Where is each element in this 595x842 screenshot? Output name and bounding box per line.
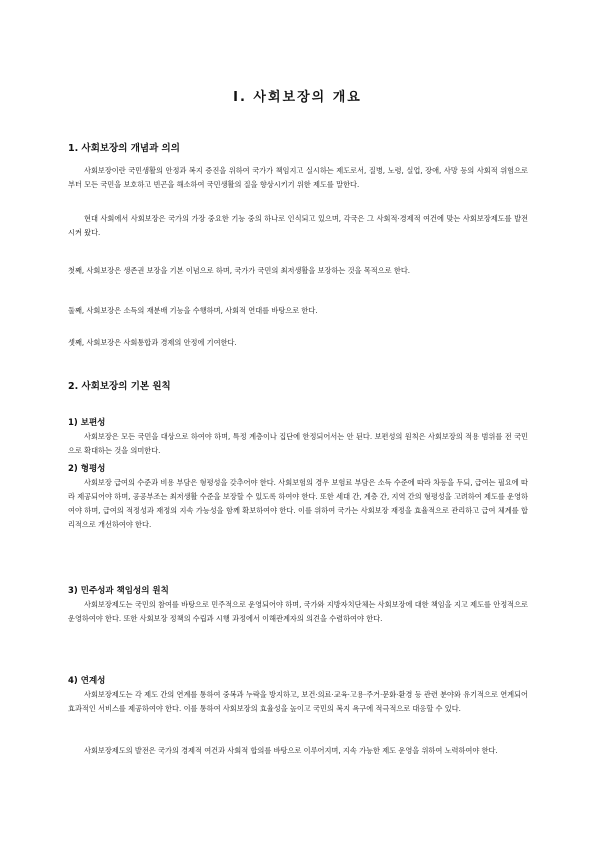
section1-paragraph-3: 첫째, 사회보장은 생존권 보장을 기본 이념으로 하며, 국가가 국민의 최저생활을 보장하는 것을 목적으로 한다.: [68, 266, 411, 275]
document-title: Ⅰ. 사회보장의 개요: [233, 90, 362, 105]
subsection-text-3: 사회보장제도는 국민의 참여를 바탕으로 민주적으로 운영되어야 하며, 국가와 지방자치단체는 사회보장에 대한 책임을 지고 제도를 안정적으로 운영하여야 한다. 또한 사회보장 정책의 수립과 시행 과정에서 이해관계자의 의견을 수렴하여야 한다.: [68, 600, 528, 623]
section1-paragraph-4: 둘째, 사회보장은 소득의 재분배 기능을 수행하며, 사회적 연대를 바탕으로 한다.: [68, 306, 318, 315]
subsection-label-1: 1) 보편성: [68, 418, 106, 428]
section1-heading: 1. 사회보장의 개념과 의의: [68, 143, 180, 154]
subsection-text-1: 사회보장은 모든 국민을 대상으로 하여야 하며, 특정 계층이나 집단에 한정되어서는 안 된다. 보편성의 원칙은 사회보장의 적용 범위를 전 국민으로 확대하는 것을 의미한다.: [68, 432, 528, 455]
section2-heading: 2. 사회보장의 기본 원칙: [68, 381, 171, 392]
subsection-text-2: 사회보장 급여의 수준과 비용 부담은 형평성을 갖추어야 한다. 사회보험의 경우 보험료 부담은 소득 수준에 따라 차등을 두되, 급여는 필요에 따라 제공되어야 하며, 공공부조는 최저생활 수준을 보장할 수 있도록 하여야 한다. 또한 세대 간, 계층 간, 지역 간의 형평성을 고려하여 제도를 운영하여야 하며, 급여의 적정성과 재정의 지속 가능성을 함께 확보하여야 한다. 이를 위하여 국가는 사회보장 재정을 효율적으로 관리하고 급여 체계를 합리적으로 개선하여야 한다.: [68, 478, 528, 529]
section1-paragraph-2: 현대 사회에서 사회보장은 국가의 가장 중요한 기능 중의 하나로 인식되고 있으며, 각국은 그 사회적·경제적 여건에 맞는 사회보장제도를 발전시켜 왔다.: [68, 214, 528, 237]
subsection-label-2: 2) 형평성: [68, 464, 106, 474]
subsection-trailing-text: 사회보장제도의 발전은 국가의 경제적 여건과 사회적 합의를 바탕으로 이루어지며, 지속 가능한 제도 운영을 위하여 노력하여야 한다.: [84, 746, 498, 755]
section1-paragraph-5: 셋째, 사회보장은 사회통합과 경제의 안정에 기여한다.: [68, 338, 237, 347]
subsection-text-4: 사회보장제도는 각 제도 간의 연계를 통하여 중복과 누락을 방지하고, 보건·의료·교육·고용·주거·문화·환경 등 관련 분야와 유기적으로 연계되어 효과적인 서비스를 제공하여야 한다. 이를 통하여 사회보장의 효율성을 높이고 국민의 복지 욕구에 적극적으로 대응할 수 있다.: [68, 690, 528, 713]
section1-paragraph-1: 사회보장이란 국민생활의 안정과 복지 증진을 위하여 국가가 책임지고 실시하는 제도로서, 질병, 노령, 실업, 장애, 사망 등의 사회적 위험으로부터 모든 국민을 보호하고 빈곤을 해소하여 국민생활의 질을 향상시키기 위한 제도를 말한다.: [68, 166, 528, 189]
subsection-label-4: 4) 연계성: [68, 676, 106, 686]
subsection-label-3: 3) 민주성과 책임성의 원칙: [68, 586, 169, 596]
